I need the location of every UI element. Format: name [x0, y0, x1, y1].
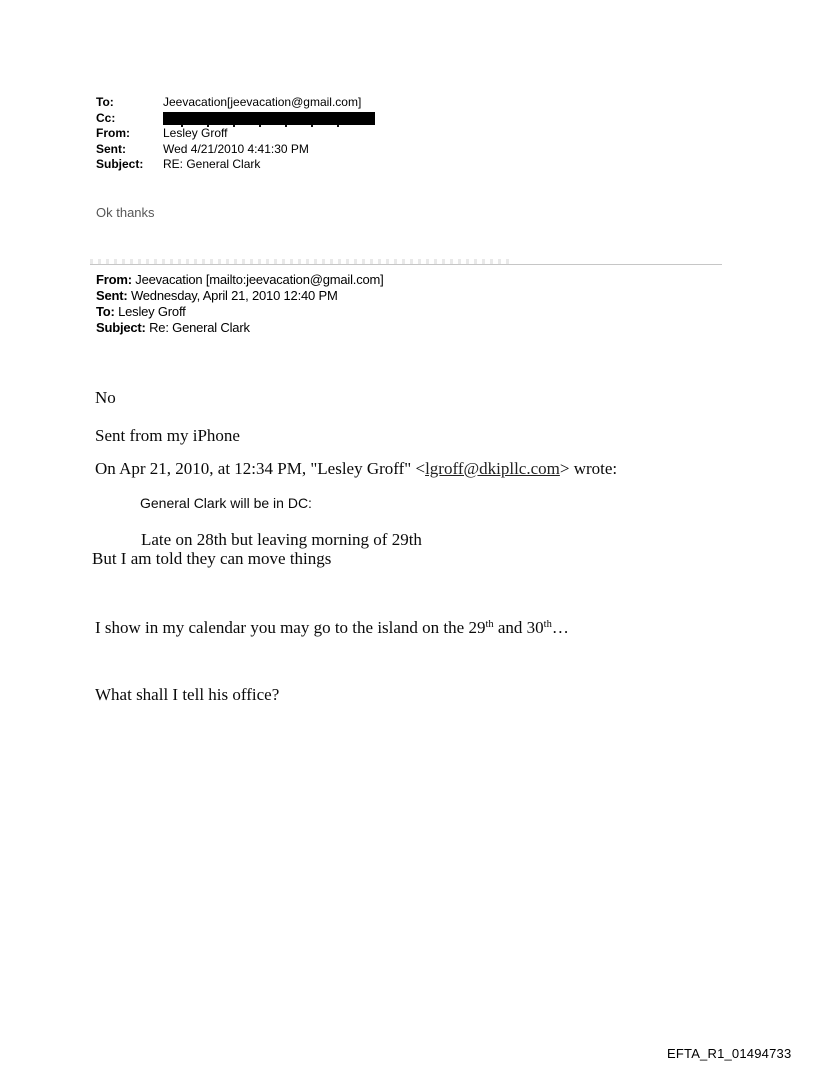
quoted-subject-label: Subject: [96, 320, 146, 335]
header-row-cc [96, 111, 375, 127]
cc-label: Cc: [96, 110, 116, 125]
quoted-email-header [96, 272, 384, 336]
calendar-mid: and 30 [493, 618, 544, 637]
from-label: From: [96, 126, 130, 140]
subject-label: Subject: [96, 157, 144, 171]
quoted-row-subject [96, 320, 384, 336]
question-line: What shall I tell his office? [95, 685, 280, 704]
late-line: Late on 28th but leaving morning of 29th [141, 530, 422, 549]
move-things-line: But I am told they can move things [92, 549, 332, 568]
to-value: Jeevacation[jeevacation@gmail.com] [163, 95, 362, 109]
quoted-subject-value: Re: General Clark [149, 320, 250, 335]
quoted-row-to [96, 304, 384, 320]
from-value: Lesley Groff [163, 126, 228, 140]
quoted-to-value: Lesley Groff [118, 304, 186, 319]
clark-schedule-line: General Clark will be in DC: [140, 495, 312, 511]
ordinal-suffix: th [543, 619, 552, 630]
header-row-subject [96, 157, 375, 173]
quoted-body-no: No [95, 388, 116, 407]
calendar-line [95, 618, 569, 637]
sent-label: Sent: [96, 141, 126, 156]
quoted-message-divider [90, 264, 722, 265]
email-header [96, 95, 375, 173]
calendar-prefix: I show in my calendar you may go to the island on the 29 [95, 618, 486, 637]
quoted-from-label: From: [96, 272, 132, 287]
calendar-ellipsis: … [551, 618, 569, 637]
quoted-sent-value: Wednesday, April 21, 2010 12:40 PM [130, 288, 338, 303]
bates-number: EFTA_R1_01494733 [667, 1046, 792, 1061]
header-row-sent [96, 142, 375, 158]
quoted-from-value: Jeevacation [mailto:jeevacation@gmail.com] [135, 272, 384, 287]
subject-value: RE: General Clark [163, 157, 261, 171]
wrote-prefix: On Apr 21, 2010, at 12:34 PM, "Lesley Groff" < [95, 459, 426, 478]
ordinal-suffix: th [485, 619, 494, 630]
quoted-row-sent [96, 288, 384, 304]
header-row-to [96, 95, 375, 111]
wrote-suffix: > wrote: [559, 459, 618, 478]
redaction-bar [163, 112, 375, 125]
reply-body-text: Ok thanks [96, 205, 155, 220]
lgroff-email-link[interactable]: lgroff@dkipllc.com [425, 459, 560, 478]
to-label: To: [96, 95, 114, 109]
quoted-to-label: To: [96, 304, 115, 319]
quoted-row-from [96, 272, 384, 288]
header-row-from [96, 126, 375, 142]
wrote-line [95, 459, 617, 478]
sent-value: Wed 4/21/2010 4:41:30 PM [163, 141, 309, 156]
quoted-sent-label: Sent: [96, 288, 128, 303]
iphone-signature: Sent from my iPhone [95, 426, 240, 445]
